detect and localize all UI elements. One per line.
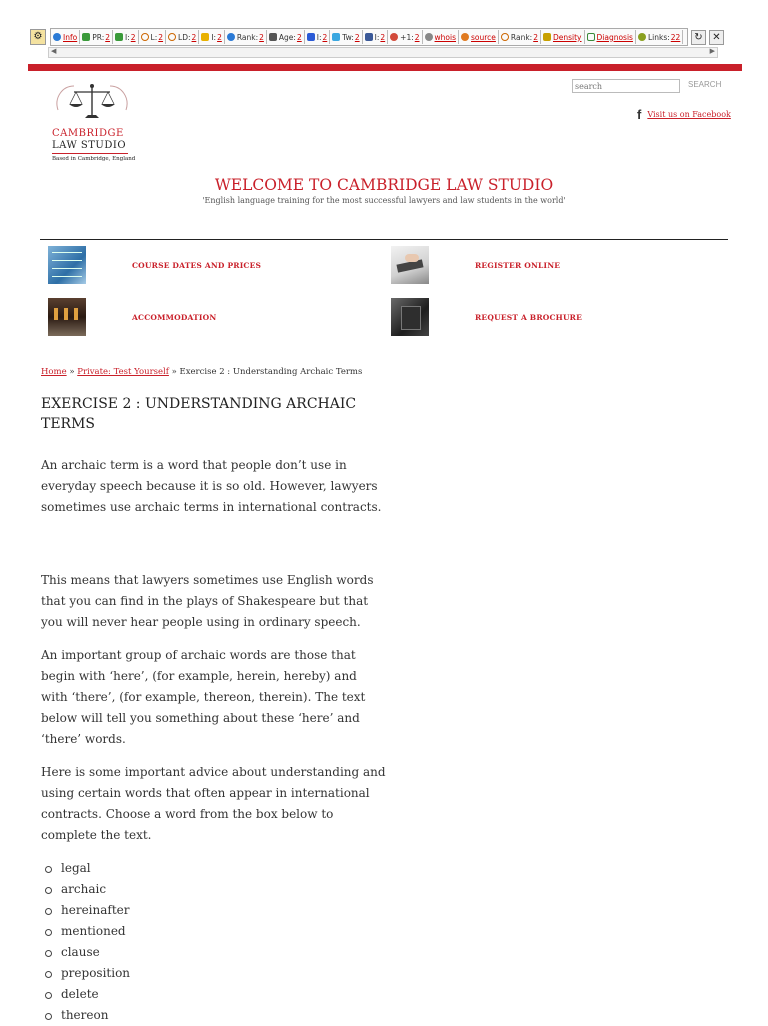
tb-facebook-value: 2 bbox=[380, 32, 386, 42]
tb-pagerank-value: 2 bbox=[105, 32, 111, 42]
nav-request-brochure[interactable] bbox=[391, 298, 582, 336]
header-accent-bar bbox=[28, 64, 742, 71]
tb-links-label: L: bbox=[150, 32, 158, 42]
seo-toolbar bbox=[30, 28, 724, 60]
breadcrumb bbox=[41, 367, 362, 377]
tb-external-links-value: 22 bbox=[670, 32, 681, 42]
tb-alexa-rank-value: 2 bbox=[259, 32, 264, 42]
logo-title: CAMBRIDGE bbox=[52, 128, 124, 139]
delicious-icon bbox=[307, 33, 315, 41]
tb-pagerank[interactable] bbox=[80, 30, 113, 44]
twitter-icon bbox=[332, 33, 340, 41]
body-paragraph: An important group of archaic words are those that begin with ‘here’, (for example, herein, hereby) and with ‘there’, (for example, thereon, therein). The text below will tell you something about these ‘here’ and ‘there’ words. bbox=[41, 648, 366, 746]
toolbar-settings-icon[interactable]: ⚙ bbox=[30, 29, 46, 45]
tb-bing-index-value: 2 bbox=[217, 32, 222, 42]
tb-rank-label: Rank: bbox=[510, 32, 533, 42]
circle-icon bbox=[141, 33, 149, 41]
tb-alexa-rank[interactable] bbox=[225, 30, 267, 44]
body-paragraph: This means that lawyers sometimes use English words that you can find in the plays of Shakespeare but that you will never hear people using in ordinary speech. bbox=[41, 573, 374, 629]
tb-whois-label: whois bbox=[434, 32, 457, 42]
tb-delicious-label: I: bbox=[316, 32, 322, 42]
calendar-photo-icon bbox=[48, 246, 86, 284]
google-plus-icon bbox=[390, 33, 398, 41]
google-icon bbox=[82, 33, 90, 41]
tb-delicious[interactable] bbox=[305, 30, 331, 44]
facebook-icon: f bbox=[637, 107, 642, 122]
tb-source-label: source bbox=[471, 32, 496, 42]
tb-google-plus-value: 2 bbox=[414, 32, 420, 42]
tb-linking-domains-value: 2 bbox=[191, 32, 197, 42]
tb-whois[interactable] bbox=[423, 30, 459, 44]
tb-info[interactable] bbox=[51, 30, 80, 44]
tb-twitter-label: Tw: bbox=[342, 32, 354, 42]
breadcrumb-separator: » bbox=[69, 367, 75, 377]
list-item: clause bbox=[45, 942, 130, 963]
intro-paragraph: An archaic term is a word that people don’t use in everyday speech because it is so old. However, lawyers sometimes use archaic terms in international contracts. bbox=[41, 458, 382, 514]
tb-diagnosis[interactable] bbox=[585, 30, 636, 44]
tb-google-index-label: I: bbox=[125, 32, 130, 42]
nav-accommodation[interactable] bbox=[48, 298, 216, 336]
word-list bbox=[45, 858, 130, 1026]
logo-location: Based in Cambridge, England bbox=[52, 156, 136, 162]
circle-icon bbox=[168, 33, 176, 41]
tb-links-value: 2 bbox=[158, 32, 164, 42]
tb-info-label: Info bbox=[63, 32, 78, 42]
tb-facebook-label: I: bbox=[374, 32, 380, 42]
search-input[interactable] bbox=[572, 79, 680, 93]
list-item: mentioned bbox=[45, 921, 130, 942]
list-item: archaic bbox=[45, 879, 130, 900]
tb-pagerank-label: PR: bbox=[92, 32, 105, 42]
search-button[interactable]: SEARCH bbox=[688, 80, 722, 89]
tb-links[interactable] bbox=[139, 30, 167, 44]
facebook-link-group[interactable] bbox=[637, 107, 731, 122]
site-logo[interactable] bbox=[46, 78, 136, 168]
diagnosis-icon bbox=[587, 33, 595, 41]
header-divider bbox=[40, 239, 728, 240]
brochure-photo-icon bbox=[391, 298, 429, 336]
logo-divider bbox=[52, 153, 128, 154]
bing-icon bbox=[201, 33, 209, 41]
nav-request-brochure-label: REQUEST A BROCHURE bbox=[475, 312, 583, 322]
nav-accommodation-label: ACCOMMODATION bbox=[132, 312, 217, 322]
density-icon bbox=[543, 33, 551, 41]
circle-icon bbox=[501, 33, 509, 41]
tb-external-links[interactable] bbox=[636, 30, 683, 44]
toolbar-scrollbar[interactable] bbox=[48, 47, 718, 58]
tb-delicious-value: 2 bbox=[322, 32, 328, 42]
tb-age[interactable] bbox=[267, 30, 305, 44]
tb-external-links-label: Links: bbox=[647, 32, 670, 42]
seo-toolbar-row bbox=[30, 28, 724, 46]
breadcrumb-current: Exercise 2 : Understanding Archaic Terms bbox=[179, 367, 363, 377]
tb-linking-domains[interactable] bbox=[166, 30, 199, 44]
tb-rank[interactable] bbox=[499, 30, 541, 44]
tb-google-plus-label: +1: bbox=[400, 32, 414, 42]
page-title: EXERCISE 2 : UNDERSTANDING ARCHAIC TERMS bbox=[41, 396, 357, 432]
tb-google-index-value: 2 bbox=[130, 32, 136, 42]
breadcrumb-separator: » bbox=[171, 367, 177, 377]
globe-icon bbox=[227, 33, 235, 41]
keyboard-photo-icon bbox=[391, 246, 429, 284]
google-icon bbox=[115, 33, 123, 41]
tb-source[interactable] bbox=[459, 30, 499, 44]
list-item: delete bbox=[45, 984, 130, 1005]
breadcrumb-parent-link[interactable]: Private: Test Yourself bbox=[77, 367, 169, 377]
tb-linking-domains-label: LD: bbox=[178, 32, 191, 42]
welcome-title: WELCOME TO CAMBRIDGE LAW STUDIO bbox=[214, 176, 554, 194]
scroll-left-icon[interactable]: ◀ bbox=[51, 47, 57, 55]
nav-course-dates-label: COURSE DATES AND PRICES bbox=[132, 260, 262, 270]
tb-bing-index[interactable] bbox=[199, 30, 225, 44]
site-tagline: 'English language training for the most successful lawyers and law students in the world' bbox=[202, 196, 566, 205]
tb-age-value: 2 bbox=[296, 32, 302, 42]
refresh-icon[interactable]: ↻ bbox=[691, 30, 706, 45]
tb-diagnosis-label: Diagnosis bbox=[596, 32, 633, 42]
facebook-icon bbox=[365, 33, 373, 41]
nav-course-dates[interactable] bbox=[48, 246, 261, 284]
seo-toolbar-items bbox=[50, 28, 688, 46]
tb-alexa-rank-label: Rank: bbox=[236, 32, 259, 42]
instruction-paragraph: Here is some important advice about understanding and using certain words that often appear in international contracts. Choose a word from the box below to complete the text. bbox=[41, 765, 386, 842]
list-item: thereon bbox=[45, 1005, 130, 1026]
tb-density[interactable] bbox=[541, 30, 585, 44]
links-icon bbox=[638, 33, 646, 41]
scroll-right-icon[interactable]: ▶ bbox=[709, 47, 715, 55]
logo-subtitle: LAW STUDIO bbox=[52, 140, 127, 151]
calendar-icon bbox=[269, 33, 277, 41]
tb-twitter[interactable] bbox=[330, 30, 362, 44]
facebook-link[interactable]: Visit us on Facebook bbox=[647, 110, 731, 119]
info-icon bbox=[53, 33, 61, 41]
nav-register-online-label: REGISTER ONLINE bbox=[475, 260, 561, 270]
tb-twitter-value: 2 bbox=[354, 32, 360, 42]
tb-google-plus[interactable] bbox=[388, 30, 422, 44]
building-photo-icon bbox=[48, 298, 86, 336]
tb-density-label: Density bbox=[552, 32, 582, 42]
whois-icon bbox=[425, 33, 433, 41]
list-item: preposition bbox=[45, 963, 130, 984]
source-icon bbox=[461, 33, 469, 41]
nav-register-online[interactable] bbox=[391, 246, 560, 284]
list-item: legal bbox=[45, 858, 130, 879]
list-item: hereinafter bbox=[45, 900, 130, 921]
tb-age-label: Age: bbox=[278, 32, 296, 42]
tb-facebook[interactable] bbox=[363, 30, 389, 44]
tb-google-index[interactable] bbox=[113, 30, 139, 44]
close-icon[interactable]: ✕ bbox=[709, 30, 724, 45]
breadcrumb-home-link[interactable]: Home bbox=[41, 367, 67, 377]
tb-bing-index-label: I: bbox=[211, 32, 217, 42]
tb-rank-value: 2 bbox=[533, 32, 538, 42]
scales-of-justice-icon bbox=[52, 80, 132, 124]
